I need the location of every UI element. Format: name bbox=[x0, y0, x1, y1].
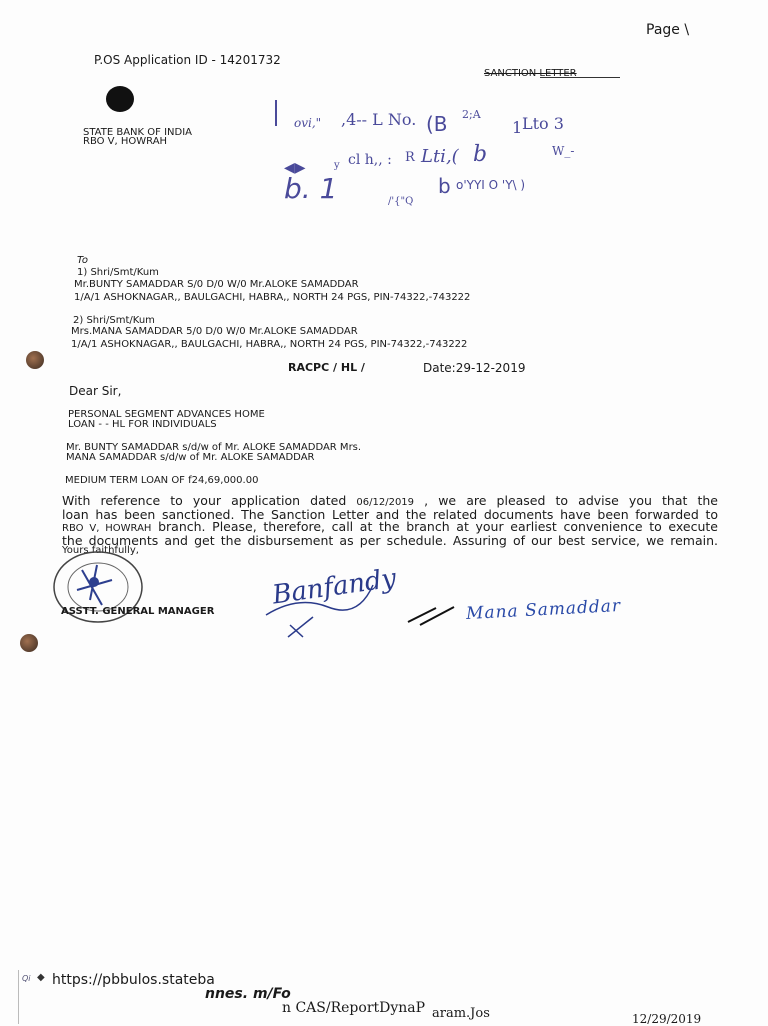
borrowers-line: MANA SAMADDAR s/d/w of Mr. ALOKE SAMADDAR bbox=[66, 452, 315, 463]
sanction-letter-title: SANCTION LETTER bbox=[484, 68, 577, 79]
para-line: With reference to your application dated 06/12/2019 , we are pleased to advise you that the bbox=[62, 493, 718, 508]
loan-amount: MEDIUM TERM LOAN OF f24,69,000.00 bbox=[65, 475, 259, 486]
closing: Yours faithfully, bbox=[62, 545, 139, 556]
garbled-text: R bbox=[405, 150, 415, 165]
garbled-text: (B bbox=[426, 112, 448, 136]
addressee2-address: 1/A/1 ASHOKNAGAR,, BAULGACHI, HABRA,, NORTH 24 PGS, PIN-74322,-743222 bbox=[71, 339, 468, 350]
application-date: 06/12/2019 bbox=[356, 497, 415, 508]
para-line: loan has been sanctioned. The Sanction Letter and the related documents have been forwarded to bbox=[62, 507, 718, 522]
garbled-text: 1 bbox=[512, 118, 523, 137]
addressee1-salutation: 1) Shri/Smt/Kum bbox=[77, 267, 159, 278]
salutation: Dear Sir, bbox=[69, 384, 122, 398]
para-line: the documents and get the disbursement as per schedule. Assuring of our best service, we remain. bbox=[62, 533, 718, 548]
garbled-text: o'YYI O 'Y\ ) bbox=[456, 178, 526, 192]
bank-name: STATE BANK OF INDIA bbox=[83, 127, 192, 138]
sanction-underline bbox=[540, 77, 620, 78]
addressee2-salutation: 2) Shri/Smt/Kum bbox=[73, 315, 155, 326]
racpc-reference: RACPC / HL / bbox=[288, 361, 365, 374]
footer-diamond-icon: ◆ bbox=[37, 972, 45, 983]
signature-flourish-icon bbox=[258, 565, 378, 640]
signature-slash-icon bbox=[406, 604, 458, 626]
addressee1-name: Mr.BUNTY SAMADDAR S/0 D/0 W/0 Mr.ALOKE SAMADDAR bbox=[74, 279, 359, 290]
garbled-text: ovi," bbox=[294, 116, 322, 130]
para-line: RBO V, HOWRAH branch. Please, therefore, call at the branch at your earliest convenience to execute bbox=[62, 519, 718, 534]
footer-fragment: nnes. m/Fo bbox=[205, 986, 291, 1002]
borrowers-line: Mr. BUNTY SAMADDAR s/d/w of Mr. ALOKE SAMADDAR Mrs. bbox=[66, 442, 362, 453]
garbled-bar bbox=[275, 100, 277, 126]
branch-name: RBO V, HOWRAH bbox=[62, 523, 152, 534]
footer-date: 12/29/2019 bbox=[632, 1012, 702, 1026]
footer-url: https://pbbulos.stateba bbox=[52, 972, 215, 988]
footer-bar bbox=[0, 970, 768, 1024]
garbled-text: y bbox=[334, 160, 340, 171]
garbled-text: b. 1 bbox=[284, 172, 338, 205]
garbled-text: Lto 3 bbox=[522, 114, 564, 133]
signature-1: Banfandy bbox=[270, 563, 399, 611]
punch-hole bbox=[26, 351, 44, 369]
garbled-arrow-icon: ◀▶ bbox=[284, 160, 306, 176]
to-label: To bbox=[77, 255, 88, 266]
garbled-text: b bbox=[473, 142, 488, 167]
subject-line: LOAN - - HL FOR INDIVIDUALS bbox=[68, 419, 217, 430]
page-number: Page \ bbox=[646, 22, 690, 38]
punch-hole bbox=[20, 634, 38, 652]
footer-corner: Qi bbox=[22, 974, 31, 983]
garbled-text: cl h,, : bbox=[348, 152, 392, 168]
letter-date: Date:29-12-2019 bbox=[423, 361, 526, 375]
signature-2: Mana Samaddar bbox=[465, 595, 622, 625]
garbled-text: 2;A bbox=[462, 108, 481, 121]
garbled-text: b bbox=[438, 174, 451, 198]
bank-logo-icon bbox=[106, 86, 134, 112]
application-id: P.OS Application ID - 14201732 bbox=[94, 53, 281, 67]
footer-edge-line bbox=[18, 970, 19, 1024]
garbled-text: /'{"Q bbox=[388, 196, 414, 207]
subject-line: PERSONAL SEGMENT ADVANCES HOME bbox=[68, 409, 265, 420]
footer-fragment: n CAS/ReportDynaP bbox=[282, 1000, 426, 1016]
garbled-text: ,4-- L No. bbox=[341, 110, 417, 129]
addressee1-address: 1/A/1 ASHOKNAGAR,, BAULGACHI, HABRA,, NORTH 24 PGS, PIN-74322,-743222 bbox=[74, 292, 471, 303]
addressee2-name: Mrs.MANA SAMADDAR 5/0 D/0 W/0 Mr.ALOKE SAMADDAR bbox=[71, 326, 358, 337]
footer-fragment: aram.Jos bbox=[432, 1006, 490, 1021]
garbled-text: Lti,( bbox=[421, 146, 459, 167]
body-paragraph bbox=[62, 495, 718, 547]
designation: ASSTT. GENERAL MANAGER bbox=[61, 606, 215, 617]
bank-branch: RBO V, HOWRAH bbox=[83, 136, 168, 147]
garbled-text: W_- bbox=[552, 144, 575, 158]
